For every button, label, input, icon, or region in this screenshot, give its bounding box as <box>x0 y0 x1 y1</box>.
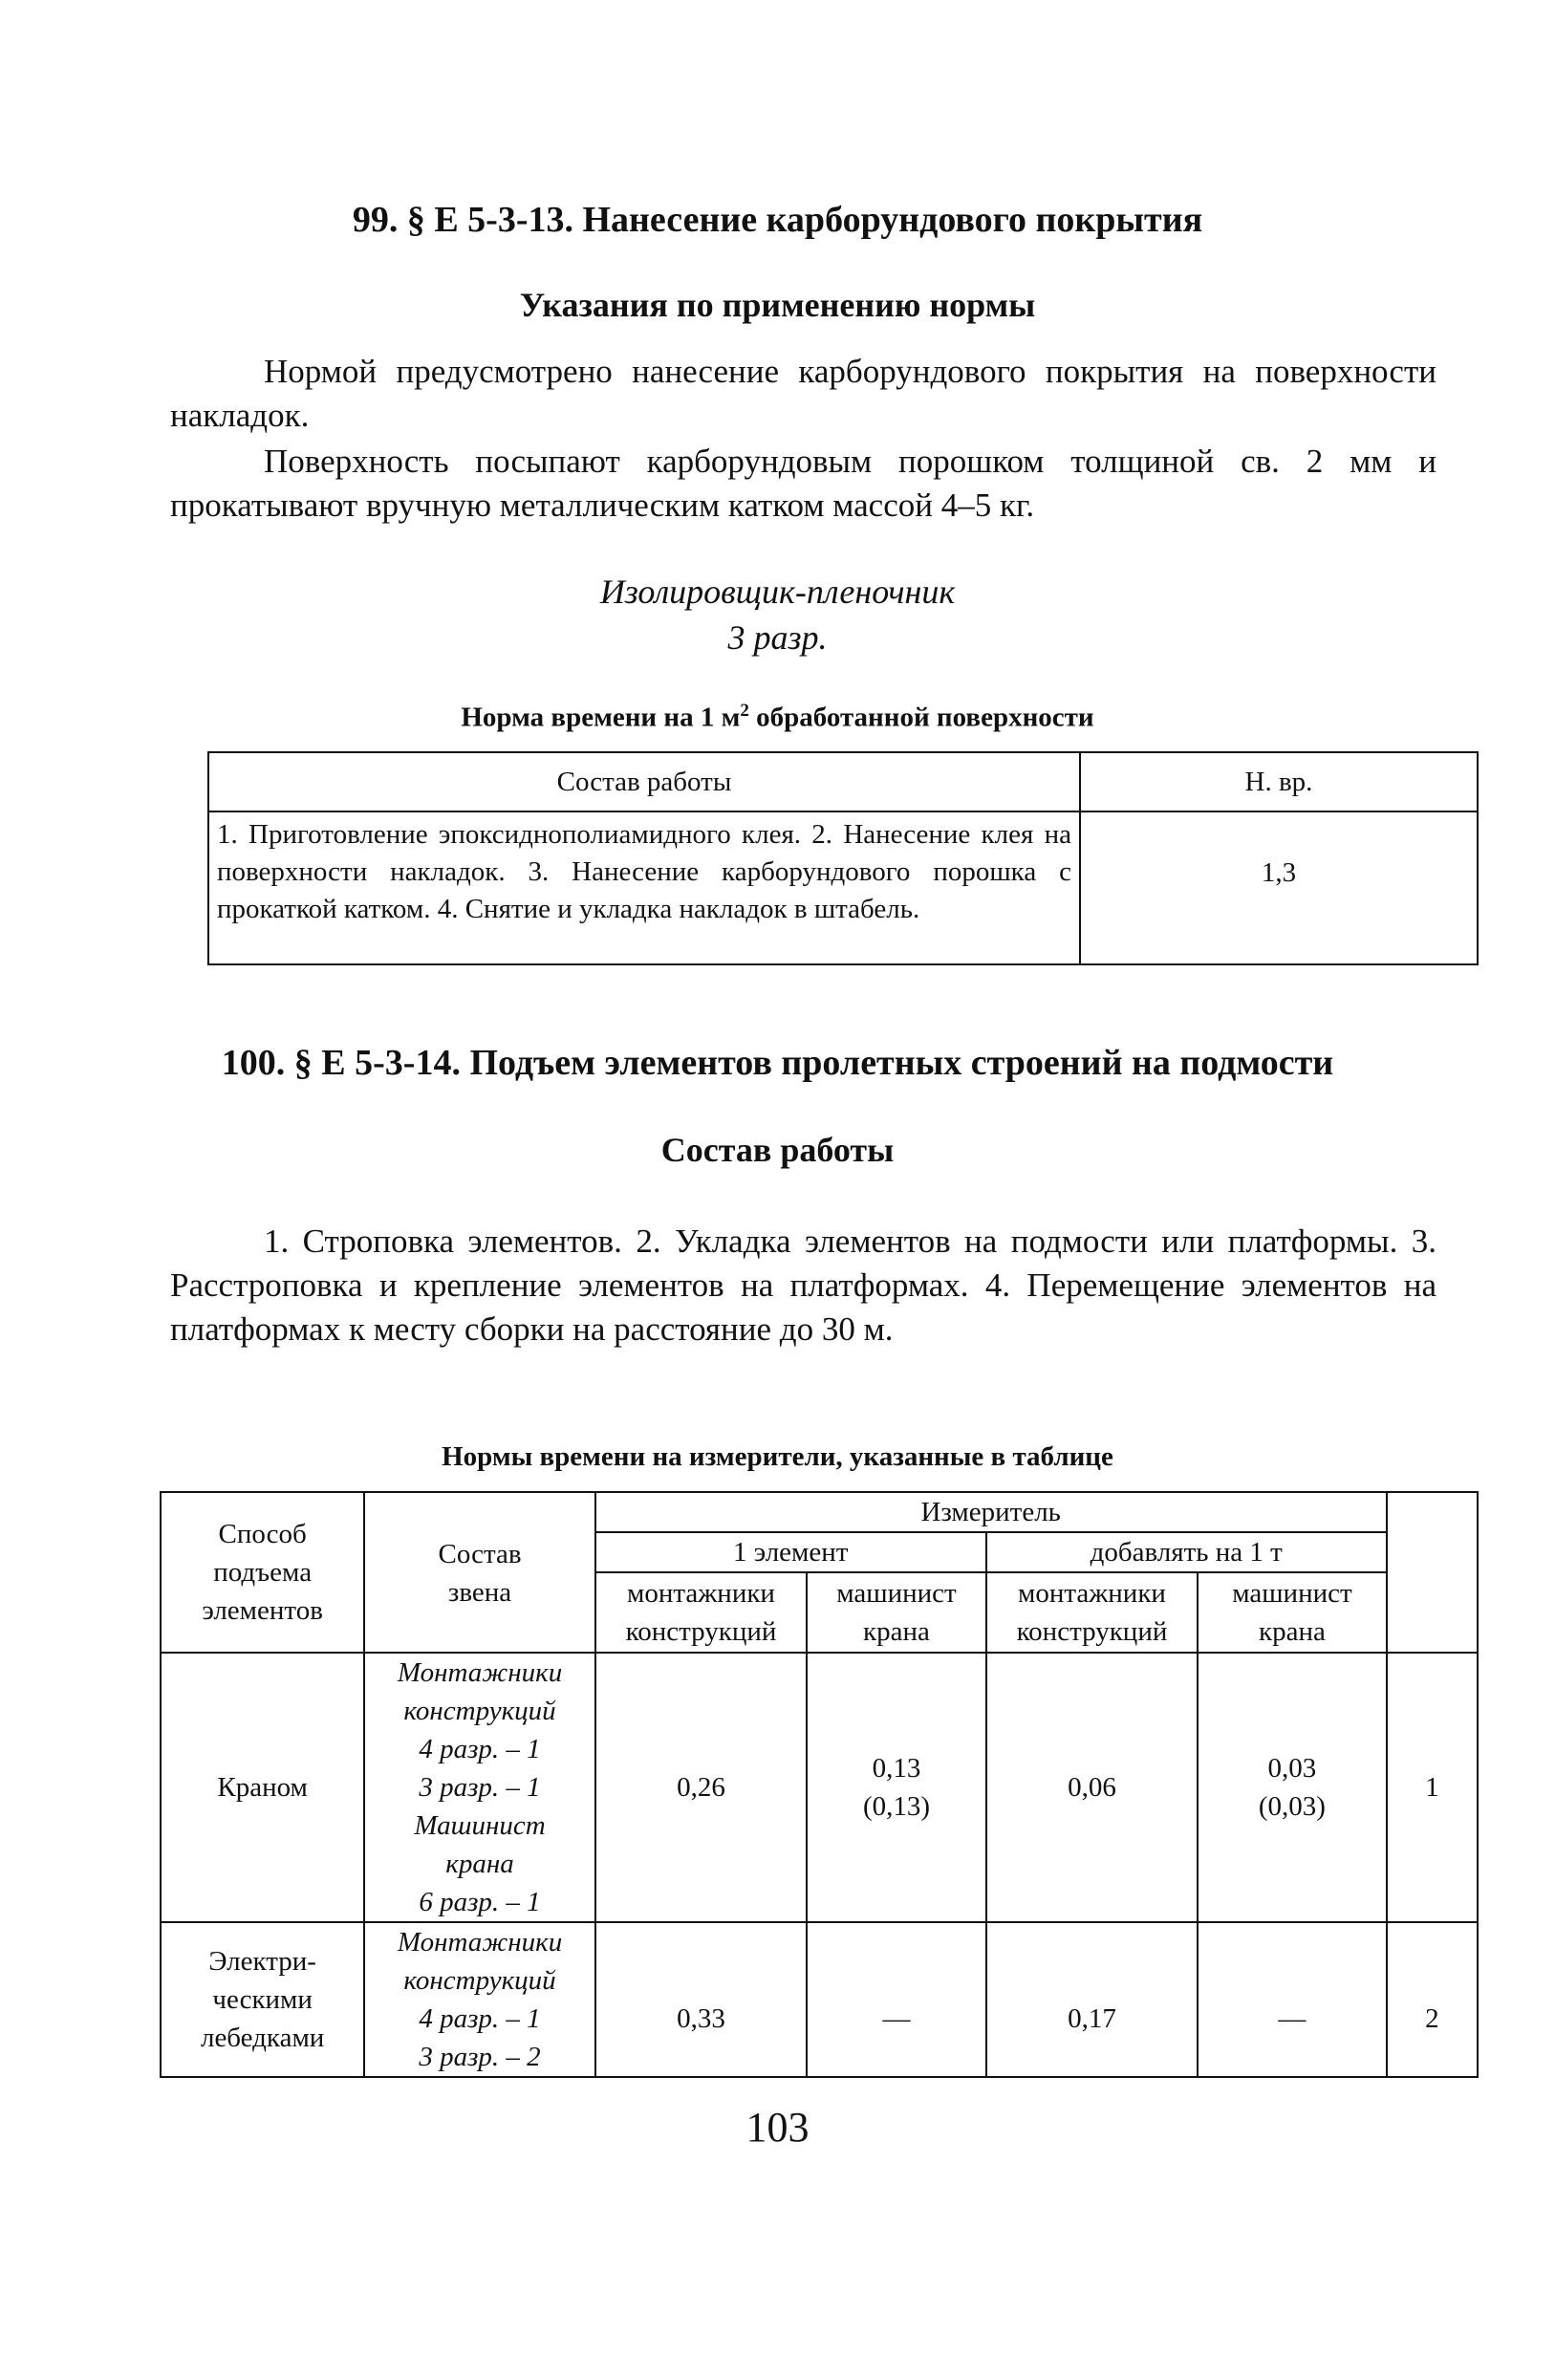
row-number-cell: 1 <box>1387 1653 1478 1922</box>
page-number: 103 <box>745 2104 810 2151</box>
section-99-paragraph-2: Поверхность посыпают карборундовым порошком толщиной св. 2 мм и прокатывают вручную металлическим катком массой 4–5 кг. <box>170 443 1436 524</box>
value-cell: 0,03 (0,03) <box>1198 1653 1386 1922</box>
header-crew: Состав звена <box>364 1492 594 1653</box>
section-99-subtitle: Указания по применению нормы <box>519 286 1036 324</box>
header-lifting-method: Способ подъема элементов <box>161 1492 364 1653</box>
value-cell: 0,17 <box>986 1922 1198 2077</box>
worker-profession: Изолировщик-пленочник <box>599 573 956 611</box>
section-99-paragraph-1: Нормой предусмотрено нанесение карборундового покрытия на поверхности накладок. <box>170 353 1436 434</box>
row-number-cell: 2 <box>1387 1922 1478 2077</box>
section-99-title: 99. § Е 5-3-13. Нанесение карборундового покрытия <box>352 200 1203 240</box>
crew-cell: Монтажники конструкций 4 разр. – 1 3 разр. – 2 <box>364 1922 594 2077</box>
value-cell: 0,33 <box>595 1922 807 2077</box>
method-cell: Краном <box>161 1653 364 1922</box>
value-cell: 0,06 <box>986 1653 1198 1922</box>
norm-time-cell: 1,3 <box>1080 811 1478 964</box>
norm-table-100 <box>160 1491 1479 2078</box>
table-row <box>161 1922 1478 2077</box>
header-mounters-1: монтажники конструкций <box>595 1572 807 1653</box>
crew-cell: Монтажники конструкций 4 разр. – 1 3 разр. – 1 Машинист крана 6 разр. – 1 <box>364 1653 594 1922</box>
value-cell: — <box>1198 1922 1386 2077</box>
header-mounters-2: монтажники конструкций <box>986 1572 1198 1653</box>
value-cell: — <box>807 1922 986 2077</box>
value-cell: 0,26 <box>595 1653 807 1922</box>
header-crane-operator-2: машинист крана <box>1198 1572 1386 1653</box>
header-norm-time: Н. вр. <box>1080 752 1478 811</box>
table-row <box>161 1653 1478 1922</box>
table-1-caption: Норма времени на 1 $м^2$ обработанной поверхности <box>461 701 1094 733</box>
method-cell: Электри- ческими лебедками <box>161 1922 364 2077</box>
norm-table-99 <box>207 751 1479 965</box>
value-cell: 0,13 (0,13) <box>807 1653 986 1922</box>
section-100-subtitle: Состав работы <box>660 1131 895 1169</box>
section-100-title: 100. § Е 5-3-14. Подъем элементов пролетных строений на подмости <box>221 1043 1334 1083</box>
header-meter: Измеритель <box>595 1492 1387 1532</box>
header-add-per-ton: добавлять на 1 т <box>986 1532 1387 1572</box>
work-composition-cell: 1. Приготовление эпоксиднополиамидного клея. 2. Нанесение клея на поверхности накладок. 3. Нанесение карборундового порошка с прокаткой катком. 4. Снятие и укладка накладок в штабель. <box>208 811 1080 964</box>
header-crane-operator-1: машинист крана <box>807 1572 986 1653</box>
worker-grade: 3 разр. <box>727 618 828 657</box>
section-100-paragraph: 1. Строповка элементов. 2. Укладка элементов на подмости или платформы. 3. Расстроповка и крепление элементов на платформах. 4. Перемещение элементов на платформах к месту сборки на расстояние до 30 м. <box>170 1222 1436 1348</box>
header-number-column <box>1387 1492 1478 1653</box>
table-2-caption: Нормы времени на измерители, указанные в таблице <box>442 1441 1113 1472</box>
header-one-element: 1 элемент <box>595 1532 986 1572</box>
header-work-composition: Состав работы <box>208 752 1080 811</box>
